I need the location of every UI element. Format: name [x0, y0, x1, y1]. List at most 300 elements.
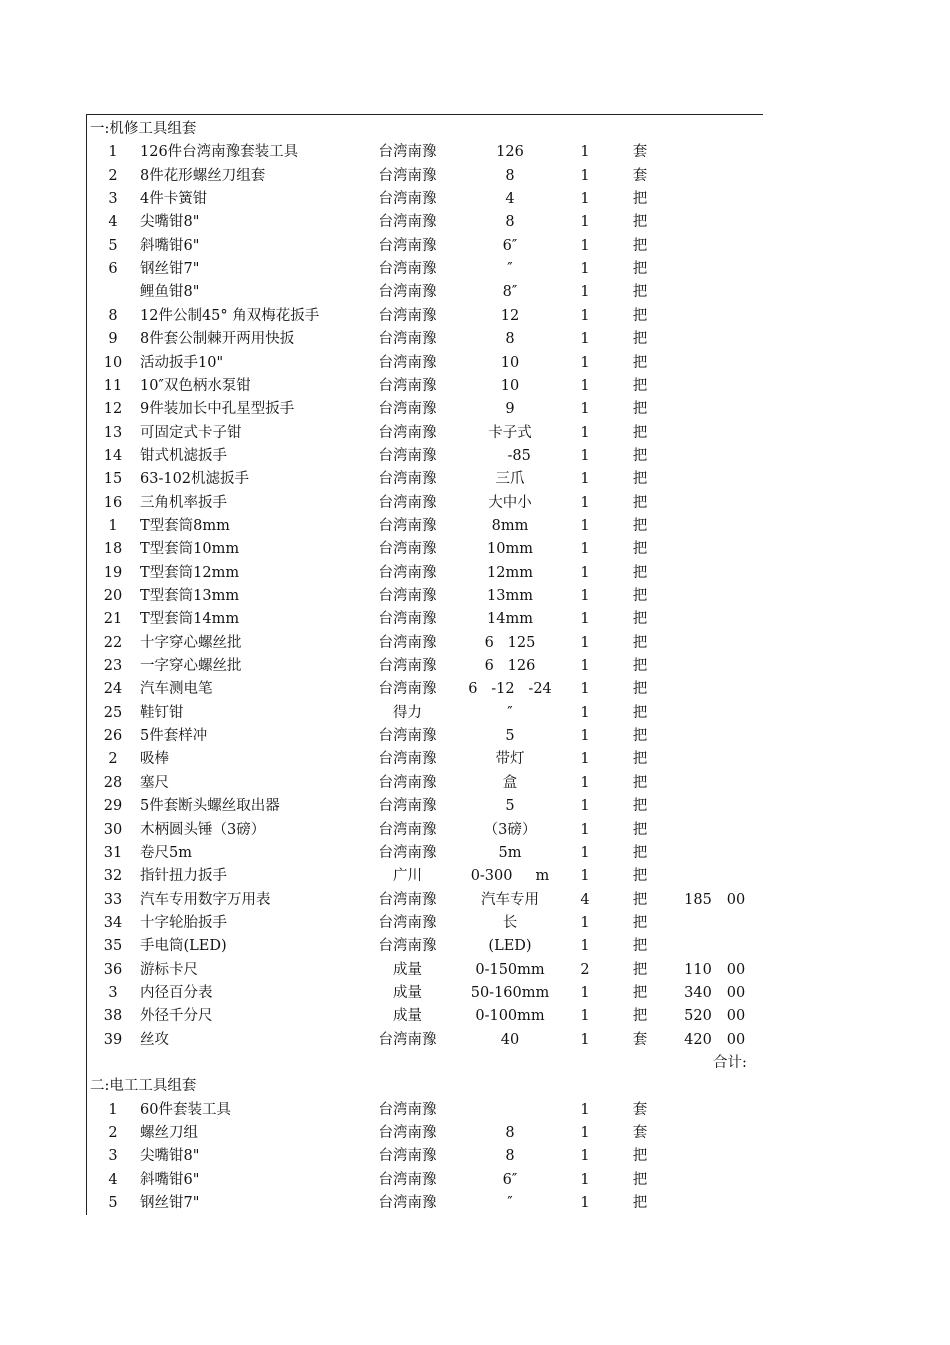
item-name: 可固定式卡子钳 — [140, 424, 242, 441]
item-number: 24 — [103, 681, 123, 698]
item-unit: 套 — [632, 167, 648, 184]
item-brand: 台湾南豫 — [378, 191, 437, 208]
item-name: 斜嘴钳6" — [140, 237, 200, 254]
item-name: 尖嘴钳8" — [140, 1148, 200, 1165]
item-name: 9件装加长中孔星型扳手 — [140, 401, 295, 418]
item-quantity: 1 — [580, 261, 590, 278]
item-price-decimal: 00 — [726, 984, 746, 1001]
item-unit: 把 — [632, 447, 648, 464]
item-name: 126件台湾南豫套装工具 — [140, 144, 299, 161]
item-number: 23 — [103, 658, 123, 675]
table-row[interactable] — [0, 1099, 950, 1122]
item-number: 34 — [103, 914, 123, 931]
item-unit: 把 — [632, 914, 648, 931]
item-quantity: 1 — [580, 938, 590, 955]
table-row[interactable] — [0, 1192, 950, 1215]
table-row[interactable] — [0, 725, 950, 748]
item-brand: 台湾南豫 — [378, 144, 437, 161]
item-name: 12件公制45° 角双梅花扳手 — [140, 307, 320, 324]
item-number: 16 — [103, 494, 123, 511]
item-brand: 台湾南豫 — [378, 891, 437, 908]
table-row[interactable] — [0, 632, 950, 655]
item-spec: 10 — [500, 354, 520, 371]
item-unit: 套 — [632, 1125, 648, 1142]
item-brand: 台湾南豫 — [378, 681, 437, 698]
item-quantity: 1 — [580, 914, 590, 931]
item-quantity: 1 — [580, 167, 590, 184]
item-brand: 台湾南豫 — [378, 331, 437, 348]
table-row[interactable] — [0, 795, 950, 818]
item-unit: 套 — [632, 1101, 648, 1118]
table-row[interactable] — [0, 188, 950, 211]
table-row[interactable] — [0, 422, 950, 445]
item-name: 木柄圆头锤（3磅） — [140, 821, 266, 838]
item-quantity: 1 — [580, 774, 590, 791]
item-spec: 大中小 — [488, 494, 532, 511]
item-name: T型套筒12mm — [140, 564, 240, 581]
item-spec: 8″ — [502, 284, 518, 301]
item-brand: 台湾南豫 — [378, 564, 437, 581]
item-number: 18 — [103, 541, 123, 558]
item-unit: 把 — [632, 1148, 648, 1165]
item-unit: 把 — [632, 611, 648, 628]
item-number: 1 — [108, 1101, 118, 1118]
item-unit: 把 — [632, 261, 648, 278]
item-price: 185 — [684, 891, 712, 908]
item-unit: 把 — [632, 681, 648, 698]
table-row[interactable] — [0, 492, 950, 515]
item-brand: 台湾南豫 — [378, 401, 437, 418]
item-brand: 得力 — [393, 704, 422, 721]
item-name: 三角机率扳手 — [140, 494, 227, 511]
item-spec: 8 — [505, 331, 515, 348]
item-spec: 14mm — [487, 611, 533, 628]
item-unit: 把 — [632, 214, 648, 231]
item-name: 鲤鱼钳8" — [140, 284, 200, 301]
item-name: 螺丝刀组 — [140, 1125, 198, 1142]
item-quantity: 1 — [580, 984, 590, 1001]
item-name: 内径百分表 — [140, 984, 213, 1001]
table-row[interactable] — [0, 1029, 950, 1052]
item-spec: 4 — [505, 191, 515, 208]
item-number: 30 — [103, 821, 123, 838]
item-price: 520 — [684, 1008, 712, 1025]
item-unit: 把 — [632, 891, 648, 908]
item-price: 420 — [684, 1031, 712, 1048]
item-spec: 0-150mm — [475, 961, 545, 978]
table-row[interactable] — [0, 842, 950, 865]
item-name: 吸棒 — [140, 751, 169, 768]
item-brand: 台湾南豫 — [378, 751, 437, 768]
item-number: 31 — [103, 844, 123, 861]
table-row[interactable] — [0, 772, 950, 795]
item-unit: 把 — [632, 961, 648, 978]
item-brand: 台湾南豫 — [378, 167, 437, 184]
table-row[interactable] — [0, 655, 950, 678]
item-quantity: 1 — [580, 144, 590, 161]
item-price: 340 — [684, 984, 712, 1001]
item-name: 十字穿心螺丝批 — [140, 634, 242, 651]
item-spec: 6 125 — [484, 634, 536, 651]
item-quantity: 1 — [580, 517, 590, 534]
item-name: 尖嘴钳8" — [140, 214, 200, 231]
item-unit: 把 — [632, 541, 648, 558]
item-number: 36 — [103, 961, 123, 978]
item-number: 25 — [103, 704, 123, 721]
item-name: 60件套装工具 — [140, 1101, 231, 1118]
table-row[interactable] — [0, 141, 950, 164]
item-name: T型套筒10mm — [140, 541, 240, 558]
item-price-decimal: 00 — [726, 891, 746, 908]
item-unit: 把 — [632, 1195, 648, 1212]
item-spec: 5 — [505, 728, 515, 745]
section1-title: 一:机修工具组套 — [90, 121, 197, 137]
item-spec: 5m — [498, 844, 522, 861]
table-row[interactable] — [0, 1145, 950, 1168]
table-row[interactable] — [0, 748, 950, 771]
item-number: 1 — [108, 144, 118, 161]
item-number: 2 — [108, 751, 118, 768]
item-number: 35 — [103, 938, 123, 955]
table-row[interactable] — [0, 211, 950, 234]
item-brand: 台湾南豫 — [378, 517, 437, 534]
item-number: 12 — [103, 401, 123, 418]
item-unit: 把 — [632, 844, 648, 861]
item-unit: 把 — [632, 588, 648, 604]
item-quantity: 1 — [580, 1195, 590, 1212]
item-quantity: 1 — [580, 868, 590, 885]
item-unit: 把 — [632, 354, 648, 371]
item-brand: 台湾南豫 — [378, 307, 437, 324]
item-unit: 把 — [632, 728, 648, 745]
item-spec: 6″ — [502, 237, 518, 254]
item-name: 活动扳手10" — [140, 354, 224, 371]
item-brand: 台湾南豫 — [378, 1171, 437, 1188]
item-name: 4件卡簧钳 — [140, 191, 208, 208]
table-row[interactable] — [0, 281, 950, 304]
item-quantity: 1 — [580, 191, 590, 208]
item-unit: 把 — [632, 984, 648, 1001]
item-number: 4 — [108, 1171, 118, 1188]
item-brand: 台湾南豫 — [378, 284, 437, 301]
item-name: 斜嘴钳6" — [140, 1171, 200, 1188]
item-spec: 6 126 — [484, 658, 536, 675]
item-name: 5件套样冲 — [140, 728, 208, 745]
item-spec: 10 — [500, 377, 520, 394]
item-name: 指针扭力扳手 — [140, 868, 227, 885]
item-quantity: 1 — [580, 284, 590, 301]
item-number: 4 — [108, 214, 118, 231]
item-number: 3 — [108, 1148, 118, 1165]
table-row[interactable] — [0, 865, 950, 888]
item-unit: 把 — [632, 938, 648, 955]
item-spec: 12 — [500, 307, 520, 324]
item-spec: ″ — [507, 261, 513, 278]
item-spec: 汽车专用 — [481, 891, 539, 908]
item-brand: 台湾南豫 — [378, 634, 437, 651]
table-row[interactable] — [0, 935, 950, 958]
item-brand: 台湾南豫 — [378, 1125, 437, 1142]
item-name: 5件套断头螺丝取出器 — [140, 798, 280, 815]
item-spec: （3磅） — [483, 821, 537, 838]
item-quantity: 1 — [580, 331, 590, 348]
item-brand: 台湾南豫 — [378, 658, 437, 675]
item-brand: 台湾南豫 — [378, 798, 437, 815]
table-row[interactable] — [0, 468, 950, 491]
item-name: 63-102机滤扳手 — [140, 471, 250, 488]
table-row[interactable] — [0, 982, 950, 1005]
table-row[interactable] — [0, 1169, 950, 1192]
item-brand: 台湾南豫 — [378, 728, 437, 745]
item-number: 5 — [108, 1195, 118, 1212]
item-price: 110 — [684, 961, 712, 978]
item-number: 19 — [103, 564, 123, 581]
item-brand: 台湾南豫 — [378, 237, 437, 254]
item-spec: 0-100mm — [475, 1008, 545, 1025]
top-border-line — [86, 114, 763, 115]
item-unit: 把 — [632, 564, 648, 581]
item-name: 10″双色柄水泵钳 — [140, 377, 251, 394]
item-brand: 成量 — [393, 1008, 422, 1025]
item-name: 汽车测电笔 — [140, 681, 213, 698]
item-unit: 把 — [632, 821, 648, 838]
table-row[interactable] — [0, 1005, 950, 1028]
item-spec: 50-160mm — [470, 984, 550, 1001]
item-unit: 把 — [632, 1008, 648, 1025]
item-spec: 8 — [505, 1125, 515, 1142]
table-row[interactable] — [0, 398, 950, 421]
item-spec: 卡子式 — [488, 424, 532, 441]
item-unit: 把 — [632, 517, 648, 534]
item-number: 26 — [103, 728, 123, 745]
item-quantity: 4 — [580, 891, 590, 908]
item-spec: -85 — [489, 447, 531, 464]
item-brand: 台湾南豫 — [378, 261, 437, 278]
item-brand: 成量 — [393, 984, 422, 1001]
item-number: 14 — [103, 447, 123, 464]
item-brand: 台湾南豫 — [378, 1148, 437, 1165]
item-quantity: 1 — [580, 564, 590, 581]
table-row[interactable] — [0, 585, 950, 608]
item-unit: 把 — [632, 401, 648, 418]
item-spec: (LED) — [488, 938, 532, 955]
item-unit: 套 — [632, 144, 648, 161]
item-spec: 10mm — [487, 541, 533, 558]
table-row[interactable] — [0, 678, 950, 701]
table-row[interactable] — [0, 889, 950, 912]
item-quantity: 1 — [580, 214, 590, 231]
item-quantity: 1 — [580, 681, 590, 698]
item-number: 9 — [108, 331, 118, 348]
item-unit: 把 — [632, 774, 648, 791]
item-spec: 8 — [505, 167, 515, 184]
item-brand: 台湾南豫 — [378, 914, 437, 931]
item-number: 32 — [103, 868, 123, 885]
item-name: 手电筒(LED) — [140, 938, 227, 955]
item-quantity: 1 — [580, 821, 590, 838]
item-spec: 126 — [496, 144, 524, 161]
item-unit: 把 — [632, 191, 648, 208]
item-number: 29 — [103, 798, 123, 815]
item-unit: 把 — [632, 704, 648, 721]
item-unit: 套 — [632, 1031, 648, 1048]
item-brand: 台湾南豫 — [378, 1195, 437, 1212]
item-number: 21 — [103, 611, 123, 628]
item-number: 11 — [103, 377, 123, 394]
item-number: 39 — [103, 1031, 123, 1048]
item-brand: 台湾南豫 — [378, 1101, 437, 1118]
item-unit: 把 — [632, 307, 648, 324]
table-row[interactable] — [0, 538, 950, 561]
item-quantity: 1 — [580, 658, 590, 675]
item-quantity: 1 — [580, 704, 590, 721]
item-brand: 台湾南豫 — [378, 1031, 437, 1048]
table-row[interactable] — [0, 375, 950, 398]
item-brand: 台湾南豫 — [378, 447, 437, 464]
item-brand: 台湾南豫 — [378, 354, 437, 371]
item-number: 2 — [108, 1125, 118, 1142]
item-name: 钳式机滤扳手 — [140, 447, 227, 464]
item-quantity: 1 — [580, 494, 590, 511]
item-quantity: 1 — [580, 1125, 590, 1142]
section1-total-label: 合计: — [713, 1055, 747, 1071]
item-quantity: 2 — [580, 961, 590, 978]
item-name: 十字轮胎扳手 — [140, 914, 227, 931]
item-name: 外径千分尺 — [140, 1008, 213, 1025]
item-brand: 台湾南豫 — [378, 424, 437, 441]
item-unit: 把 — [632, 424, 648, 441]
item-unit: 把 — [632, 494, 648, 511]
item-number: 15 — [103, 471, 123, 488]
item-number: 2 — [108, 167, 118, 184]
item-quantity: 1 — [580, 588, 590, 604]
item-quantity: 1 — [580, 401, 590, 418]
item-spec: 12mm — [487, 564, 533, 581]
item-spec: 8 — [505, 1148, 515, 1165]
item-brand: 台湾南豫 — [378, 471, 437, 488]
item-brand: 台湾南豫 — [378, 588, 437, 604]
item-quantity: 1 — [580, 1171, 590, 1188]
item-number: 1 — [108, 517, 118, 534]
item-name: T型套筒14mm — [140, 611, 240, 628]
item-unit: 把 — [632, 331, 648, 348]
item-name: 丝攻 — [140, 1031, 169, 1048]
table-row[interactable] — [0, 328, 950, 351]
item-spec: 40 — [500, 1031, 520, 1048]
item-price-decimal: 00 — [726, 1008, 746, 1025]
item-brand: 台湾南豫 — [378, 377, 437, 394]
item-name: 钢丝钳7" — [140, 261, 200, 278]
item-number: 8 — [108, 307, 118, 324]
table-row[interactable] — [0, 959, 950, 982]
table-row[interactable] — [0, 258, 950, 281]
table-row[interactable] — [0, 819, 950, 842]
item-quantity: 1 — [580, 634, 590, 651]
table-row[interactable] — [0, 702, 950, 725]
item-number: 5 — [108, 237, 118, 254]
item-name: 一字穿心螺丝批 — [140, 658, 242, 675]
item-quantity: 1 — [580, 1101, 590, 1118]
item-number: 10 — [103, 354, 123, 371]
item-quantity: 1 — [580, 844, 590, 861]
item-number: 22 — [103, 634, 123, 651]
item-quantity: 1 — [580, 307, 590, 324]
item-spec: ″ — [507, 704, 513, 721]
item-quantity: 1 — [580, 611, 590, 628]
table-row[interactable] — [0, 562, 950, 585]
item-number: 38 — [103, 1008, 123, 1025]
item-spec: ″ — [507, 1195, 513, 1212]
item-brand: 广川 — [393, 868, 422, 885]
item-unit: 把 — [632, 1171, 648, 1188]
table-row[interactable] — [0, 912, 950, 935]
item-unit: 把 — [632, 284, 648, 301]
item-unit: 把 — [632, 658, 648, 675]
table-row[interactable] — [0, 235, 950, 258]
item-number: 3 — [108, 984, 118, 1001]
item-quantity: 1 — [580, 541, 590, 558]
item-brand: 台湾南豫 — [378, 821, 437, 838]
item-quantity: 1 — [580, 1008, 590, 1025]
item-number: 6 — [108, 261, 118, 278]
item-name: 8件套公制棘开两用快扳 — [140, 331, 295, 348]
item-quantity: 1 — [580, 471, 590, 488]
item-brand: 台湾南豫 — [378, 844, 437, 861]
item-quantity: 1 — [580, 424, 590, 441]
table-row[interactable] — [0, 305, 950, 328]
item-spec: 8mm — [491, 517, 529, 534]
item-quantity: 1 — [580, 728, 590, 745]
item-name: 鞋钉钳 — [140, 704, 184, 721]
item-unit: 把 — [632, 377, 648, 394]
table-row[interactable] — [0, 515, 950, 538]
table-row[interactable] — [0, 608, 950, 631]
item-unit: 把 — [632, 471, 648, 488]
item-unit: 把 — [632, 868, 648, 885]
item-name: 游标卡尺 — [140, 961, 198, 978]
table-row[interactable] — [0, 165, 950, 188]
item-name: 8件花形螺丝刀组套 — [140, 167, 266, 184]
item-unit: 把 — [632, 237, 648, 254]
item-unit: 把 — [632, 634, 648, 651]
item-number: 20 — [103, 588, 123, 604]
item-name: 塞尺 — [140, 774, 169, 791]
item-quantity: 1 — [580, 751, 590, 768]
item-number: 28 — [103, 774, 123, 791]
item-brand: 台湾南豫 — [378, 214, 437, 231]
item-brand: 台湾南豫 — [378, 541, 437, 558]
item-quantity: 1 — [580, 377, 590, 394]
item-spec: 9 — [505, 401, 515, 418]
item-name: 汽车专用数字万用表 — [140, 891, 271, 908]
item-quantity: 1 — [580, 447, 590, 464]
table-row[interactable] — [0, 445, 950, 468]
item-name: T型套筒8mm — [140, 517, 230, 534]
item-brand: 台湾南豫 — [378, 938, 437, 955]
item-spec: 6 -12 -24 — [468, 681, 552, 698]
item-price-decimal: 00 — [726, 961, 746, 978]
item-spec: 6″ — [502, 1171, 518, 1188]
item-spec: 0-300 m — [470, 868, 550, 885]
table-row[interactable] — [0, 1122, 950, 1145]
item-quantity: 1 — [580, 1031, 590, 1048]
table-row[interactable] — [0, 352, 950, 375]
item-brand: 成量 — [393, 961, 422, 978]
item-spec: 长 — [502, 914, 518, 931]
item-quantity: 1 — [580, 798, 590, 815]
item-number: 13 — [103, 424, 123, 441]
item-quantity: 1 — [580, 354, 590, 371]
